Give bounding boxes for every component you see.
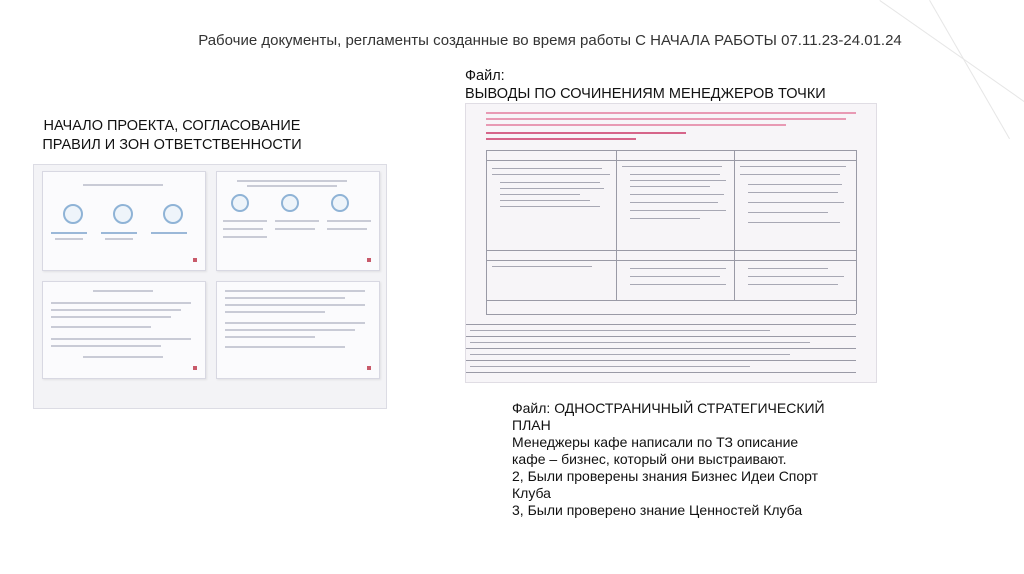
doc-text-line xyxy=(470,354,790,355)
slide-text-line xyxy=(51,345,161,347)
slide-marker xyxy=(193,366,197,370)
doc-header-line xyxy=(486,138,636,140)
page-title: Рабочие документы, регламенты созданные во время работы С НАЧАЛА РАБОТЫ 07.11.23-24.01.24 xyxy=(198,32,902,49)
slide-marker xyxy=(367,258,371,262)
slide-thumbnail xyxy=(216,281,380,379)
left-caption-line1: НАЧАЛО ПРОЕКТА, СОГЛАСОВАНИЕ xyxy=(43,118,301,134)
doc-text-line xyxy=(470,366,750,367)
slide-text-line xyxy=(223,228,263,230)
right-caption xyxy=(465,67,895,103)
doc-text-line xyxy=(630,180,726,181)
slide-text-line xyxy=(223,236,267,238)
file-label: Файл: xyxy=(465,68,505,84)
slide-text-line xyxy=(225,322,365,324)
doc-text-line xyxy=(630,276,720,277)
table-rule xyxy=(466,324,856,325)
table-rule xyxy=(466,360,856,361)
step-circle-2 xyxy=(113,204,133,224)
step-circle-3 xyxy=(163,204,183,224)
slide-text-line xyxy=(51,316,171,318)
table-rule xyxy=(466,372,856,373)
doc-text-line xyxy=(622,166,722,167)
doc-text-line xyxy=(748,222,840,223)
doc-header-line xyxy=(486,132,686,134)
slide-text-line xyxy=(247,185,337,187)
step-circle xyxy=(281,194,299,212)
doc-text-line xyxy=(740,174,840,175)
table-rule xyxy=(486,150,856,151)
doc-text-line xyxy=(630,210,726,211)
doc-text-line xyxy=(748,202,844,203)
doc-text-line xyxy=(470,330,770,331)
slide-text-line xyxy=(51,302,191,304)
slide-text-line xyxy=(225,290,365,292)
doc-text-line xyxy=(630,218,700,219)
slide-text-line xyxy=(151,232,187,234)
decorative-line xyxy=(929,0,1010,139)
left-caption-line2: ПРАВИЛ И ЗОН ОТВЕТСТВЕННОСТИ xyxy=(42,137,302,153)
slide-text-line xyxy=(51,309,181,311)
doc-text-line xyxy=(492,266,592,267)
slide-text-line xyxy=(225,311,325,313)
bottom-description xyxy=(512,400,842,519)
doc-header-line xyxy=(486,124,786,126)
doc-text-line xyxy=(492,168,602,169)
table-rule xyxy=(734,150,735,300)
description-line: Файл: ОДНОСТРАНИЧНЫЙ СТРАТЕГИЧЕСКИЙ xyxy=(512,400,825,416)
description-line: кафе – бизнес, который они выстраивают. xyxy=(512,451,787,467)
left-caption xyxy=(22,117,322,155)
slide-text-line xyxy=(237,180,347,182)
file-name: ВЫВОДЫ ПО СОЧИНЕНИЯМ МЕНЕДЖЕРОВ ТОЧКИ xyxy=(465,86,826,102)
slide-text-line xyxy=(51,326,151,328)
slide-text-line xyxy=(223,220,267,222)
doc-text-line xyxy=(630,186,710,187)
slides-scan-image xyxy=(34,165,386,408)
description-line: Менеджеры кафе написали по ТЗ описание xyxy=(512,434,799,450)
slide-text-line xyxy=(105,238,133,240)
slide-text-line xyxy=(225,329,355,331)
step-circle-1 xyxy=(63,204,83,224)
doc-text-line xyxy=(748,284,838,285)
table-rule xyxy=(856,150,857,314)
decorative-line xyxy=(879,0,1024,121)
doc-text-line xyxy=(630,194,724,195)
slide-text-line xyxy=(225,336,315,338)
table-rule xyxy=(466,336,856,337)
doc-text-line xyxy=(740,166,846,167)
doc-text-line xyxy=(630,174,720,175)
slide-text-line xyxy=(83,356,163,358)
doc-header-line xyxy=(486,112,856,114)
doc-header-line xyxy=(486,118,846,120)
doc-text-line xyxy=(630,284,726,285)
slide-thumbnail xyxy=(42,171,206,271)
table-rule xyxy=(486,150,487,314)
slide-text-line xyxy=(101,232,137,234)
doc-text-line xyxy=(500,182,600,183)
slide-text-line xyxy=(93,290,153,292)
doc-text-line xyxy=(748,192,838,193)
table-rule xyxy=(486,250,856,251)
slide-text-line xyxy=(83,184,163,186)
table-rule xyxy=(486,260,856,261)
slide-text-line xyxy=(225,297,345,299)
doc-text-line xyxy=(748,268,828,269)
slide-text-line xyxy=(51,338,191,340)
table-rule xyxy=(616,150,617,300)
doc-text-line xyxy=(470,342,810,343)
description-line: ПЛАН xyxy=(512,417,551,433)
slide-text-line xyxy=(327,228,367,230)
doc-text-line xyxy=(630,202,718,203)
doc-text-line xyxy=(748,184,842,185)
slide-text-line xyxy=(55,238,83,240)
slide-text-line xyxy=(275,220,319,222)
description-line: 2, Были проверены знания Бизнес Идеи Спорт xyxy=(512,468,819,484)
slide-thumbnail xyxy=(216,171,380,271)
table-rule xyxy=(486,160,856,161)
description-line: Клуба xyxy=(512,485,551,501)
slide-text-line xyxy=(275,228,315,230)
slide-thumbnail xyxy=(42,281,206,379)
description-line: 3, Были проверено знание Ценностей Клуба xyxy=(512,502,803,518)
slide-text-line xyxy=(225,346,345,348)
doc-text-line xyxy=(500,194,580,195)
slide-text-line xyxy=(51,232,87,234)
step-circle xyxy=(331,194,349,212)
doc-text-line xyxy=(630,268,726,269)
doc-text-line xyxy=(500,206,600,207)
table-rule xyxy=(486,314,856,315)
table-scan-image xyxy=(466,104,876,382)
doc-text-line xyxy=(748,276,844,277)
table-rule xyxy=(466,348,856,349)
slide-marker xyxy=(367,366,371,370)
doc-text-line xyxy=(492,174,610,175)
doc-text-line xyxy=(500,188,604,189)
doc-text-line xyxy=(500,200,590,201)
slide-marker xyxy=(193,258,197,262)
table-rule xyxy=(486,300,856,301)
doc-text-line xyxy=(748,212,828,213)
slide-text-line xyxy=(225,304,365,306)
slide-text-line xyxy=(327,220,371,222)
step-circle xyxy=(231,194,249,212)
